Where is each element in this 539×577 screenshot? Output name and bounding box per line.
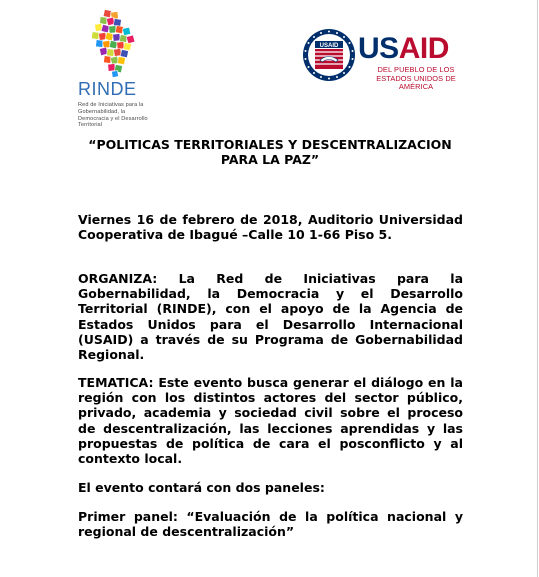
usaid-seal-icon — [302, 28, 356, 82]
date-location-paragraph: Viernes 16 de febrero de 2018, Auditorio Universidad Cooperativa de Ibagué –Calle 10 1-66 Piso 5. — [78, 212, 463, 243]
paneles-paragraph: El evento contará con dos paneles: — [78, 480, 325, 495]
tematica-paragraph: TEMATICA: Este evento busca generar el diálogo en la región con los distintos actores del sector público, privado, academia y sociedad civil sobre el proceso de descentralización, las lecciones aprendidas y las propuestas de política de cara el posconflicto y al contexto local. — [78, 375, 463, 467]
usaid-wordmark-aid: AID — [398, 32, 449, 65]
document-title — [60, 137, 480, 167]
rinde-logo — [72, 8, 152, 128]
rinde-tagline: Red de Iniciativas para la Gobernabilidad, la Democracia y el Desarrollo Territorial — [78, 102, 148, 129]
primer-panel-paragraph: Primer panel: “Evaluación de la política nacional y regional de descentralización” — [78, 509, 463, 540]
usaid-seal-text: USAID — [319, 43, 339, 49]
usaid-logo — [302, 28, 472, 92]
usaid-wordmark — [358, 34, 449, 64]
usaid-subtitle: DEL PUEBLO DE LOS ESTADOS UNIDOS DE AMÉRICA — [376, 65, 456, 92]
title-line-1: “POLITICAS TERRITORIALES Y DESCENTRALIZACION — [88, 137, 452, 152]
usaid-wordmark-us: US — [358, 32, 399, 65]
title-line-2: PARA LA PAZ” — [220, 152, 320, 167]
rinde-wordmark: RINDE — [78, 79, 137, 99]
colombia-mosaic-icon — [80, 8, 142, 80]
organiza-paragraph: ORGANIZA: La Red de Iniciativas para la Gobernabilidad, la Democracia y el Desarrollo Territorial (RINDE), con el apoyo de la Agencia de Estados Unidos para el Desarrollo Internacional (USAID) a través de su Programa de Gobernabilidad Regional. — [78, 271, 463, 363]
